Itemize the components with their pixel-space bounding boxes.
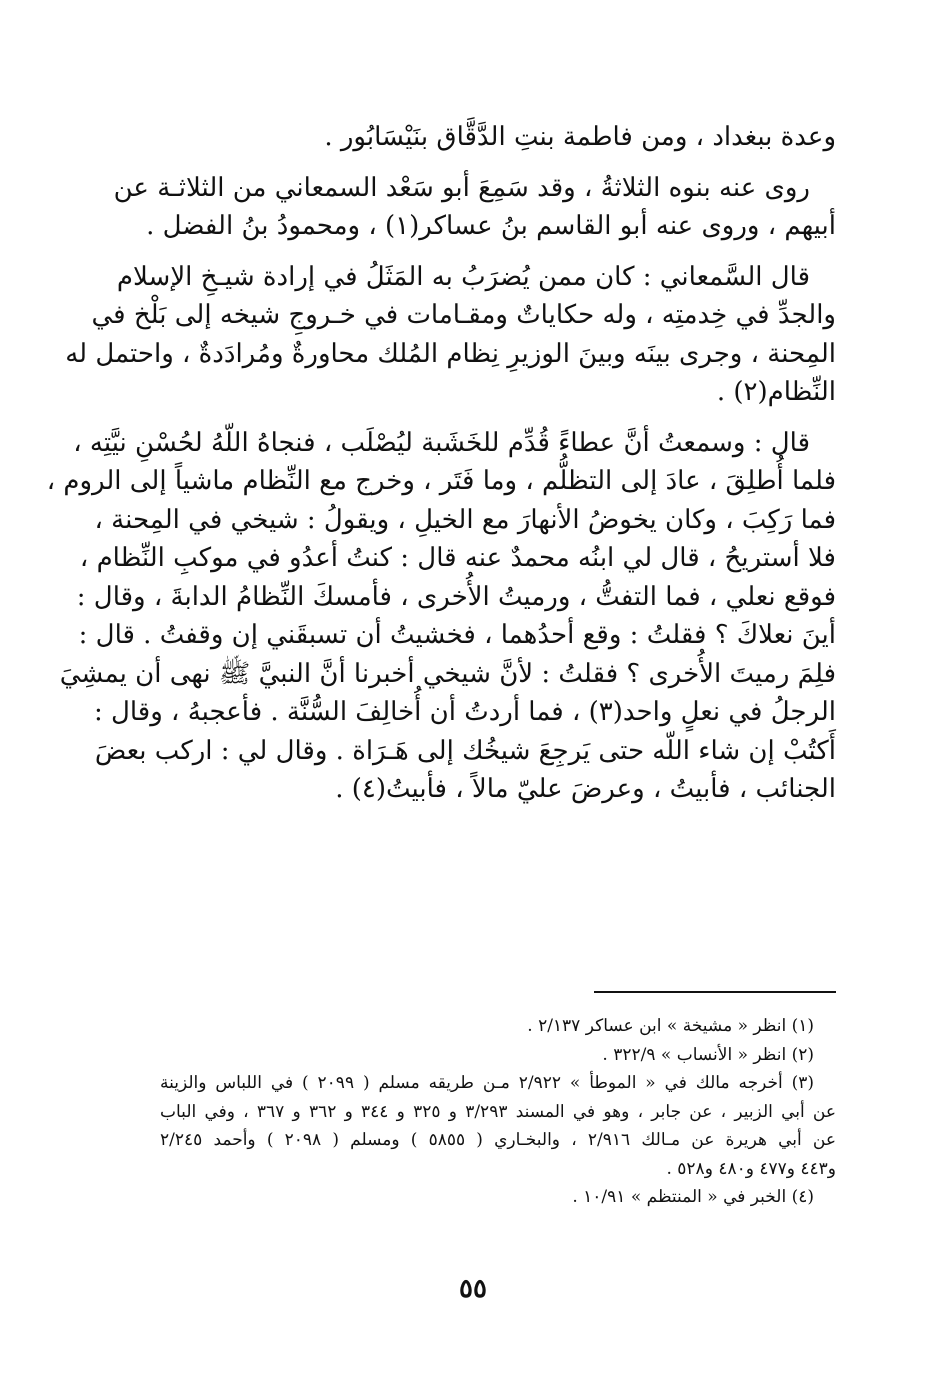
text-line: النِّظام(٢) . (716, 377, 836, 407)
text-line: قال : وسمعتُ أنَّ عطاءً قُدِّم للخَشَبة ليُصْلَب ، فنجاهُ اللّهُ لحُسْنِ نيَّتِه ، (73, 427, 810, 458)
text-line: الرجلُ في نعلٍ واحد(٣) ، فما أردتُ أن أُخالِفَ السُّنَّة . فأعجبهُ ، وقال : (93, 697, 836, 727)
main-text (46, 118, 836, 821)
page-number: ٥٥ (459, 1274, 487, 1304)
footnote-3-line: (٣) أخرجه مالك في « الموطأ » ٢/٩٢٢ مـن طريقه مسلم ( ٢٠٩٩ ) في اللباس والزينة (160, 1073, 814, 1093)
footnote-2: (٢) انظر « الأنساب » ٣٢٢/٩ . (602, 1044, 814, 1065)
text-line: فما رَكِبَ ، وكان يخوضُ الأنهارَ مع الخيلِ ، ويقولُ : شيخي في المِحنة ، (94, 504, 836, 535)
text-line: المِحنة ، وجرى بينَه وبينَ الوزيرِ نِظام المُلك محاورةٌ ومُرادَدةٌ ، واحتمل له (65, 338, 836, 369)
text-line: فلِمَ رميتَ الأُخرى ؟ فقلتُ : لأنَّ شيخي أخبرنا أنَّ النبيَّ ﷺ نهى أن يمشِيَ (59, 658, 836, 689)
text-line: والجدِّ في خِدمتِه ، وله حكاياتٌ ومقـامات في خـروجِ شيخه إلى بَلْخ في (91, 300, 836, 330)
footnote-4: (٤) الخبر في « المنتظم » ١٠/٩١ . (572, 1187, 814, 1207)
paragraph (65, 258, 836, 412)
text-line: قال السَّمعاني : كان ممن يُضرَبُ به المَثَلُ في إرادة شيـخِ الإسلام (116, 261, 810, 292)
paragraph (113, 169, 836, 246)
text-line: الجنائب ، فأبيتُ ، وعرضَ عليّ مالاً ، فأبيتُ(٤) . (335, 774, 836, 804)
text-line: أينَ نعلاكَ ؟ فقلتُ : وقع أحدُهما ، فخشيتُ أن تسبقَني إن وقفتُ . قال : (78, 620, 836, 650)
footnote-1: (١) انظر « مشيخة » ابن عساكر ٢/١٣٧ . (527, 1016, 814, 1036)
text-line: فلا أستريحُ ، قال لي ابنُه محمدٌ عنه قال : كنتُ أعدُو في موكبِ النِّظام ، (79, 543, 836, 573)
text-line: أبيهم ، وروى عنه أبو القاسم بنُ عساكر(١) ، ومحمودُ بنُ الفضل . (146, 211, 836, 241)
text-line: وعدة ببغداد ، ومن فاطمة بنتِ الدَّقَّاق بنَيْسَابُور . (324, 122, 836, 152)
paragraph (46, 424, 836, 809)
text-line: فلما أُطلِقَ ، عادَ إلى التظلُّم ، وما فَتَر ، وخرج مع النِّظام ماشياً إلى الروم ، (46, 466, 836, 496)
footnote-3-line: عن أبي الزبير ، عن جابر ، وهو في المسند ٣/٢٩٣ و ٣٢٥ و ٣٤٤ و ٣٦٢ و ٣٦٧ ، وفي الباب (160, 1101, 836, 1122)
text-line: أَكتُبْ إن شاء اللّه حتى يَرجِعَ شيخُك إلى هَـرَاة . وقال لي : اركب بعضَ (94, 735, 836, 766)
footnote-3-line: عن أبي هريرة عن مـالك ٢/٩١٦ ، والبخـاري ( ٥٨٥٥ ) ومسلم ( ٢٠٩٨ ) وأحمد ٢/٢٤٥ (160, 1130, 836, 1150)
footnote-separator (594, 991, 836, 993)
text-line: روى عنه بنوه الثلاثةُ ، وقد سَمِعَ أبو سَعْد السمعاني من الثلاثـة عن (113, 172, 810, 203)
text-line: فوقع نعلي ، فما التفتُّ ، ورميتُ الأُخرى ، فأمسكَ النِّظامُ الدابةَ ، وقال : (76, 581, 836, 612)
paragraph (160, 118, 836, 157)
footnotes (160, 1012, 836, 1212)
footnote-3-line: و٤٤٣ و٤٧٧ و٤٨٠ و٥٢٨ . (666, 1158, 836, 1179)
